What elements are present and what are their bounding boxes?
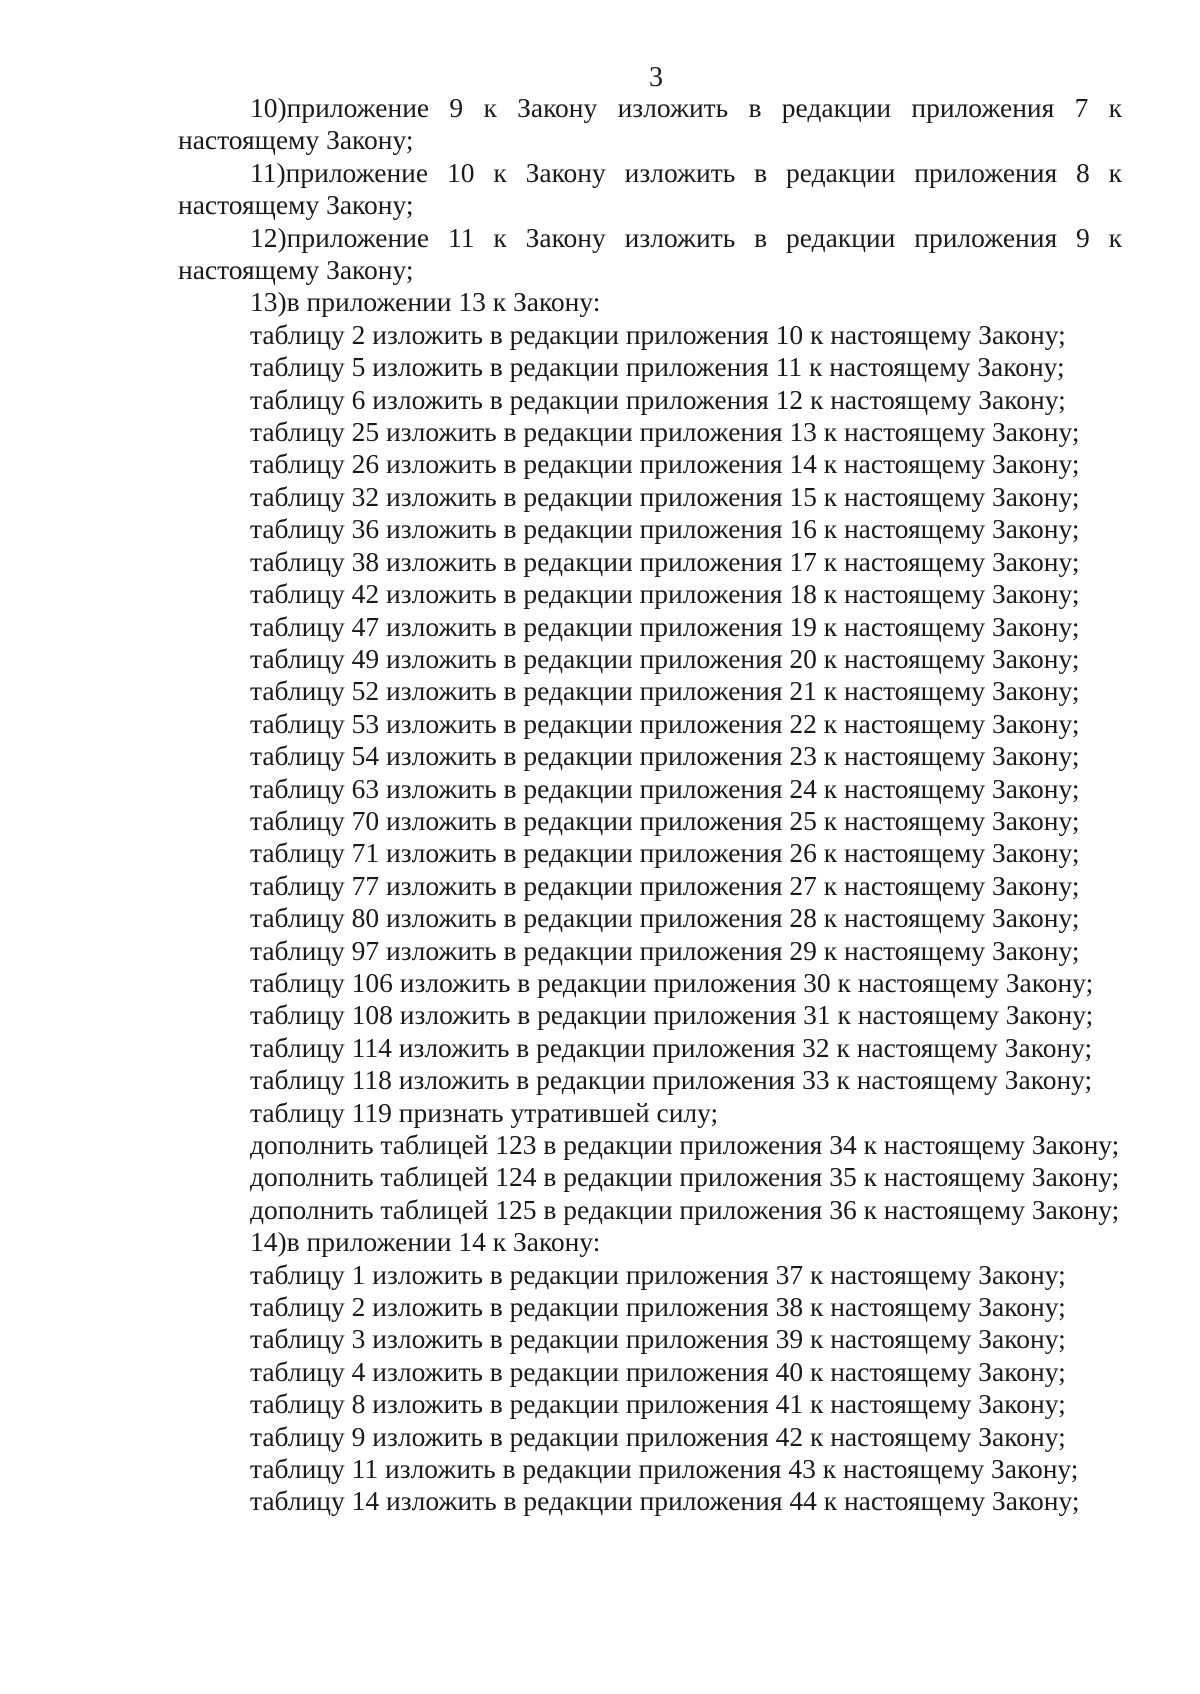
document-line: таблицу 53 изложить в редакции приложения 22 к настоящему Закону; xyxy=(250,707,1080,739)
document-line: таблицу 108 изложить в редакции приложения 31 к настоящему Закону; xyxy=(250,999,1094,1031)
document-line: таблицу 49 изложить в редакции приложения 20 к настоящему Закону; xyxy=(250,642,1080,674)
document-line: таблицу 1 изложить в редакции приложения 37 к настоящему Закону; xyxy=(250,1258,1066,1290)
document-line: таблицу 70 изложить в редакции приложения 25 к настоящему Закону; xyxy=(250,804,1080,836)
document-line: 13)в приложении 13 к Закону: xyxy=(250,286,601,318)
document-paragraph: дополнить таблицей 125 в редакции приложения 36 к настоящему Закону; xyxy=(250,1193,1120,1225)
document-line: таблицу 63 изложить в редакции приложения 24 к настоящему Закону; xyxy=(250,772,1080,804)
document-paragraph: дополнить таблицей 124 в редакции приложения 35 к настоящему Закону; xyxy=(250,1161,1120,1193)
document-line: таблицу 14 изложить в редакции приложения 44 к настоящему Закону; xyxy=(250,1485,1080,1517)
document-line: таблицу 52 изложить в редакции приложения 21 к настоящему Закону; xyxy=(250,675,1080,707)
document-line: таблицу 25 изложить в редакции приложения 13 к настоящему Закону; xyxy=(250,416,1080,448)
document-line: таблицу 26 изложить в редакции приложения 14 к настоящему Закону; xyxy=(250,448,1080,480)
document-line: таблицу 114 изложить в редакции приложения 32 к настоящему Закону; xyxy=(250,1031,1093,1063)
document-line: таблицу 38 изложить в редакции приложения 17 к настоящему Закону; xyxy=(250,545,1080,577)
document-line: таблицу 97 изложить в редакции приложения 29 к настоящему Закону; xyxy=(250,934,1080,966)
document-line: таблицу 11 изложить в редакции приложения 43 к настоящему Закону; xyxy=(250,1453,1079,1485)
document-line: таблицу 47 изложить в редакции приложения 19 к настоящему Закону; xyxy=(250,610,1080,642)
document-line: таблицу 2 изложить в редакции приложения 38 к настоящему Закону; xyxy=(250,1291,1066,1323)
document-line: таблицу 119 признать утратившей силу; xyxy=(250,1096,719,1128)
document-line: таблицу 2 изложить в редакции приложения 10 к настоящему Закону; xyxy=(250,318,1066,350)
document-line: таблицу 71 изложить в редакции приложения 26 к настоящему Закону; xyxy=(250,837,1080,869)
document-paragraph: 11)приложение 10 к Закону изложить в редакции приложения 8 к настоящему Закону; xyxy=(178,156,1122,221)
document-line: таблицу 3 изложить в редакции приложения 39 к настоящему Закону; xyxy=(250,1323,1066,1355)
document-line: таблицу 118 изложить в редакции приложения 33 к настоящему Закону; xyxy=(250,1064,1093,1096)
document-line: 14)в приложении 14 к Закону: xyxy=(250,1226,601,1258)
document-line: таблицу 77 изложить в редакции приложения 27 к настоящему Закону; xyxy=(250,869,1080,901)
document-line: таблицу 36 изложить в редакции приложения 16 к настоящему Закону; xyxy=(250,513,1080,545)
document-paragraph: 12)приложение 11 к Закону изложить в редакции приложения 9 к настоящему Закону; xyxy=(178,221,1122,286)
document-line: таблицу 54 изложить в редакции приложения 23 к настоящему Закону; xyxy=(250,740,1080,772)
document-line: таблицу 106 изложить в редакции приложения 30 к настоящему Закону; xyxy=(250,966,1094,998)
document-line: таблицу 9 изложить в редакции приложения 42 к настоящему Закону; xyxy=(250,1420,1066,1452)
document-line: таблицу 80 изложить в редакции приложения 28 к настоящему Закону; xyxy=(250,902,1080,934)
document-paragraph: дополнить таблицей 123 в редакции приложения 34 к настоящему Закону; xyxy=(250,1129,1120,1160)
document-line: таблицу 6 изложить в редакции приложения 12 к настоящему Закону; xyxy=(250,383,1066,415)
document-line: таблицу 32 изложить в редакции приложения 15 к настоящему Закону; xyxy=(250,480,1080,512)
document-line: таблицу 42 изложить в редакции приложения 18 к настоящему Закону; xyxy=(250,578,1080,610)
document-line: таблицу 5 изложить в редакции приложения 11 к настоящему Закону; xyxy=(250,351,1065,383)
document-paragraph: 10)приложение 9 к Закону изложить в редакции приложения 7 к настоящему Закону; xyxy=(178,92,1122,156)
document-line: таблицу 8 изложить в редакции приложения 41 к настоящему Закону; xyxy=(250,1388,1066,1420)
document-line: таблицу 4 изложить в редакции приложения 40 к настоящему Закону; xyxy=(250,1355,1066,1387)
page-number: 3 xyxy=(649,62,663,93)
document-body xyxy=(178,92,1122,1518)
